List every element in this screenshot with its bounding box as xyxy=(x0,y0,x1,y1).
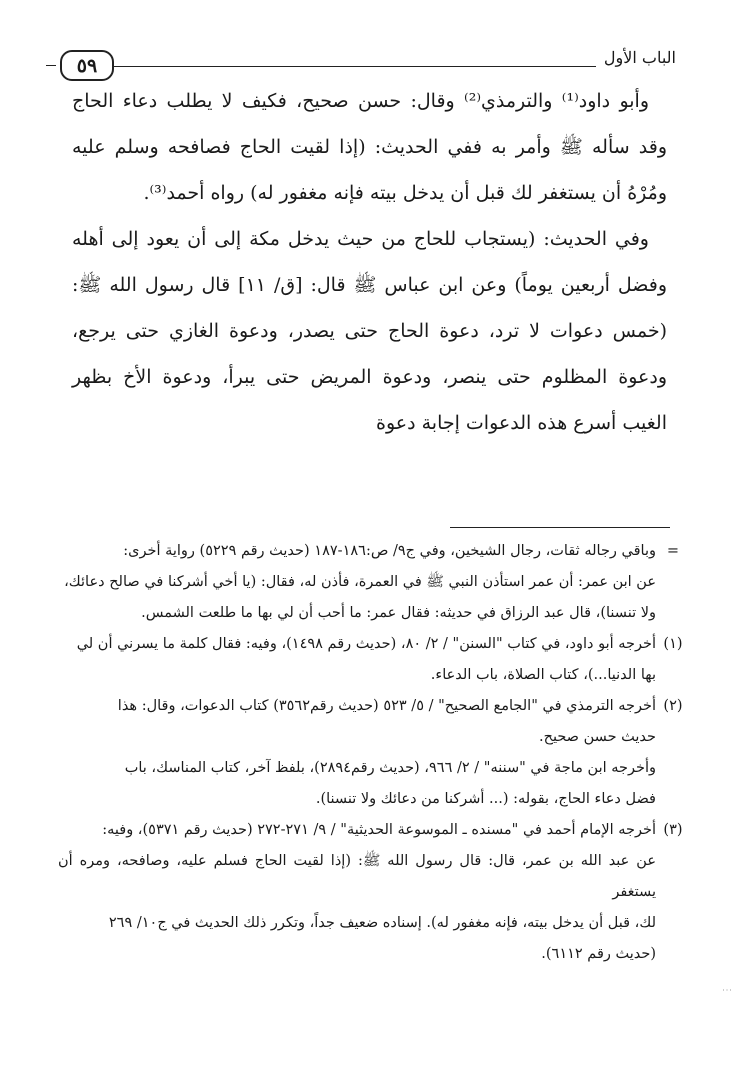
footnote-line: أخرجه الإمام أحمد في "مسنده ـ الموسوعة الحديثية" / ٩/ ٢٧١-٢٧٢ (حديث رقم ٥٣٧١)، وفيه: xyxy=(102,822,656,838)
footnote-continuation xyxy=(58,536,690,629)
paragraph: وفي الحديث: (يستجاب للحاج من حيث يدخل مكة إلى أن يعود إلى أهله وفضل أربعين يوماً) وعن ابن عباس ﷺ قال: [ق/ ١١] قال رسول الله ﷺ: (خمس دعوات لا ترد، دعوة الحاج حتى يصدر، ودعوة الغازي حتى يرجع، ودعوة المظلوم حتى ينصر، ودعوة المريض حتى يبرأ، ودعوة الأخ بظهر الغيب أسرع هذه الدعوات إجابة دعوة xyxy=(72,228,667,434)
page-number-box xyxy=(60,50,114,81)
footnote-2 xyxy=(58,691,690,815)
main-text xyxy=(72,78,667,446)
footnote-body xyxy=(58,815,656,970)
footnote-separator xyxy=(450,527,670,528)
footnote-line: أخرجه أبو داود، في كتاب "السنن" / ٢/ ٨٠، (حديث رقم ١٤٩٨)، وفيه: فقال كلمة ما يسرني أن لي xyxy=(76,636,656,652)
footnote-line: وأخرجه ابن ماجة في "سننه" / ٢/ ٩٦٦، (حديث رقم٢٨٩٤)، بلفظ آخر، كتاب المناسك، باب xyxy=(124,760,656,776)
footnote-line: أخرجه الترمذي في "الجامع الصحيح" / ٥/ ٥٢٣ (حديث رقم٣٥٦٢) كتاب الدعوات، وقال: هذا xyxy=(117,698,656,714)
footnote-line: عن عبد الله بن عمر، قال: قال رسول الله ﷺ: (إذا لقيت الحاج فسلم عليه، وصافحه، ومره أن يستغفر xyxy=(58,853,656,900)
header-rule xyxy=(112,66,596,67)
footnote-mark: (٣) xyxy=(663,822,683,838)
footnote-line: فضل دعاء الحاج، بقوله: (... أشركنا من دعائك ولا تنسنا). xyxy=(315,791,656,807)
margin-specks: ⋮ xyxy=(721,985,732,995)
paragraph: وأبو داود⁽¹⁾ والترمذي⁽²⁾ وقال: حسن صحيح، فكيف لا يطلب دعاء الحاج وقد سأله ﷺ وأمر به ففي الحديث: (إذا لقيت الحاج فصافحه وسلم عليه ومُرْهُ أن يستغفر لك قبل أن يدخل بيته فإنه مغفور له) رواه أحمد⁽³⁾. xyxy=(72,90,667,204)
footnote-body xyxy=(58,629,656,691)
footnote-line: (حديث رقم ٦١١٢). xyxy=(541,946,656,962)
chapter-title: الباب الأول xyxy=(603,48,676,67)
header-dash xyxy=(46,65,56,66)
footnote-line: وباقي رجاله ثقات، رجال الشيخين، وفي ج٩/ ص:١٨٦-١٨٧ (حديث رقم ٥٢٢٩) رواية أخرى: xyxy=(123,543,656,559)
page-number: ٥٩ xyxy=(76,54,98,77)
footnote-3 xyxy=(58,815,690,970)
footnote-body xyxy=(58,691,656,815)
footnote-line: عن ابن عمر: أن عمر استأذن النبي ﷺ في العمرة، فأذن له، فقال: (يا أخي أشركنا في صالح دعائك، xyxy=(64,574,656,590)
footnotes xyxy=(58,536,690,970)
footnote-line: ولا تنسنا)، قال عبد الرزاق في حديثه: فقال عمر: ما أحب أن لي بها ما طلعت الشمس. xyxy=(141,605,656,621)
footnote-line: لك، قبل أن يدخل بيته، فإنه مغفور له). إسناده ضعيف جداً، وتكرر ذلك الحديث في ج١٠/ ٢٦٩ xyxy=(108,915,656,931)
footnote-line: بها الدنيا...)، كتاب الصلاة، باب الدعاء. xyxy=(430,667,656,683)
footnote-mark: (١) xyxy=(663,636,683,652)
footnote-mark: (٢) xyxy=(663,698,683,714)
footnote-1 xyxy=(58,629,690,691)
footnote-body xyxy=(58,536,656,629)
footnote-line: حديث حسن صحيح. xyxy=(538,729,656,745)
footnote-mark: = xyxy=(666,543,680,559)
